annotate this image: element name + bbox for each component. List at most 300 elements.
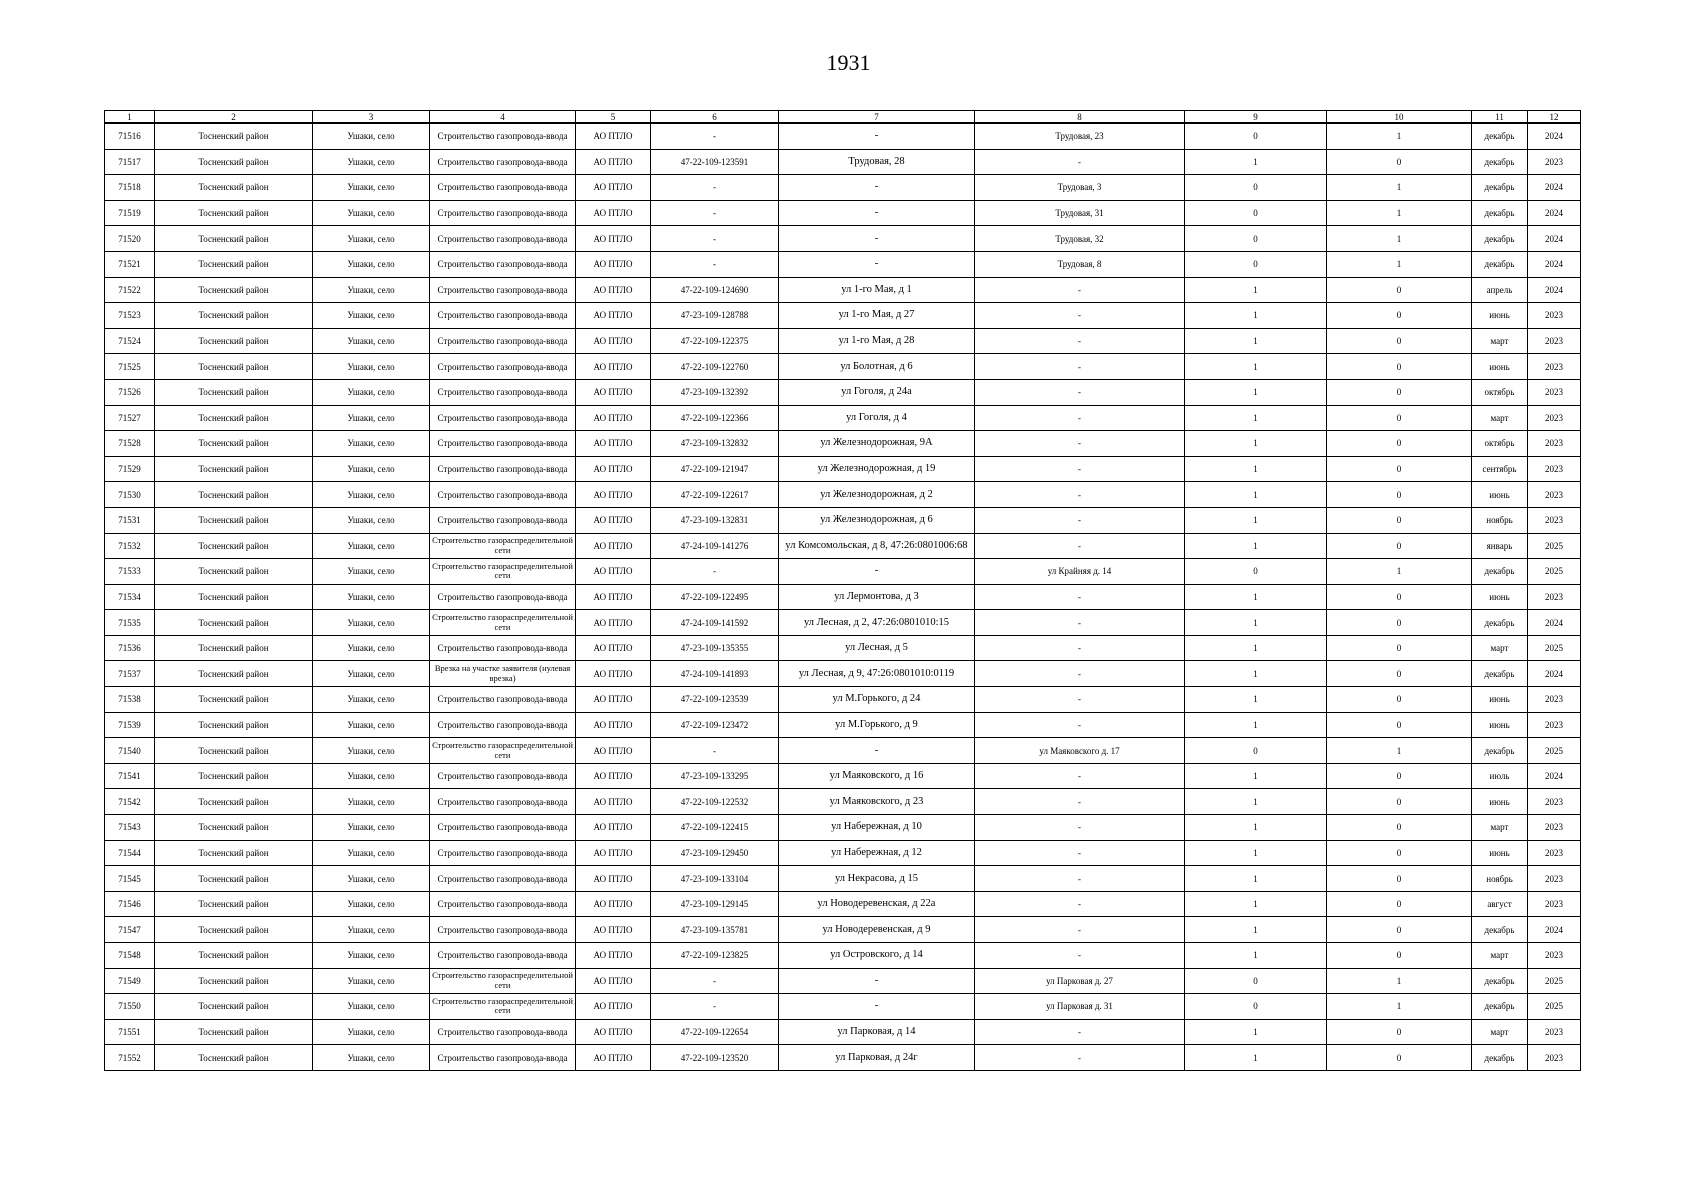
cell-year: 2023 <box>1528 1045 1581 1071</box>
cell-value-10: 1 <box>1327 200 1472 226</box>
cell-application-number: 47-22-109-121947 <box>651 456 779 482</box>
cell-district: Тосненский район <box>155 763 313 789</box>
cell-planned-address: - <box>975 456 1185 482</box>
cell-organization: АО ПТЛО <box>576 277 651 303</box>
cell-organization: АО ПТЛО <box>576 226 651 252</box>
cell-district: Тосненский район <box>155 1019 313 1045</box>
cell-value-10: 0 <box>1327 379 1472 405</box>
table-row <box>105 712 1581 738</box>
cell-address: - <box>779 226 975 252</box>
cell-month: декабрь <box>1472 226 1528 252</box>
cell-value-10: 0 <box>1327 533 1472 559</box>
cell-work-type: Строительство газопровода-ввода <box>430 507 576 533</box>
table-row <box>105 584 1581 610</box>
cell-planned-address: - <box>975 507 1185 533</box>
table-row <box>105 379 1581 405</box>
cell-value-9: 1 <box>1185 866 1327 892</box>
cell-application-number: 47-23-109-135355 <box>651 635 779 661</box>
cell-settlement: Ушаки, село <box>313 328 430 354</box>
table-row <box>105 123 1581 149</box>
cell-district: Тосненский район <box>155 456 313 482</box>
cell-organization: АО ПТЛО <box>576 891 651 917</box>
cell-row-id: 71540 <box>105 738 155 764</box>
cell-application-number: 47-22-109-123472 <box>651 712 779 738</box>
cell-month: июнь <box>1472 482 1528 508</box>
cell-settlement: Ушаки, село <box>313 1045 430 1071</box>
cell-value-9: 0 <box>1185 123 1327 149</box>
cell-planned-address: - <box>975 789 1185 815</box>
cell-planned-address: ул Парковая д. 31 <box>975 994 1185 1020</box>
cell-district: Тосненский район <box>155 584 313 610</box>
column-header-8: 8 <box>975 111 1185 124</box>
cell-row-id: 71551 <box>105 1019 155 1045</box>
cell-district: Тосненский район <box>155 482 313 508</box>
cell-value-10: 0 <box>1327 917 1472 943</box>
cell-application-number: 47-22-109-123539 <box>651 687 779 713</box>
cell-application-number: 47-22-109-123825 <box>651 943 779 969</box>
cell-district: Тосненский район <box>155 354 313 380</box>
table-row <box>105 175 1581 201</box>
cell-month: март <box>1472 405 1528 431</box>
cell-application-number: 47-24-109-141893 <box>651 661 779 687</box>
table-row <box>105 815 1581 841</box>
cell-month: декабрь <box>1472 251 1528 277</box>
cell-value-10: 0 <box>1327 840 1472 866</box>
cell-year: 2025 <box>1528 533 1581 559</box>
cell-organization: АО ПТЛО <box>576 507 651 533</box>
cell-settlement: Ушаки, село <box>313 917 430 943</box>
table-row <box>105 840 1581 866</box>
cell-district: Тосненский район <box>155 328 313 354</box>
cell-application-number: 47-23-109-132832 <box>651 431 779 457</box>
table-row <box>105 405 1581 431</box>
cell-address: ул Болотная, д 6 <box>779 354 975 380</box>
cell-address: ул Маяковского, д 16 <box>779 763 975 789</box>
cell-value-9: 0 <box>1185 994 1327 1020</box>
cell-month: июнь <box>1472 354 1528 380</box>
cell-value-9: 1 <box>1185 507 1327 533</box>
cell-planned-address: - <box>975 661 1185 687</box>
cell-planned-address: - <box>975 1019 1185 1045</box>
table-row <box>105 251 1581 277</box>
cell-planned-address: ул Крайняя д. 14 <box>975 559 1185 585</box>
cell-year: 2023 <box>1528 584 1581 610</box>
cell-planned-address: - <box>975 482 1185 508</box>
cell-value-10: 0 <box>1327 866 1472 892</box>
cell-planned-address: - <box>975 149 1185 175</box>
cell-value-10: 0 <box>1327 456 1472 482</box>
cell-year: 2024 <box>1528 917 1581 943</box>
cell-application-number: - <box>651 738 779 764</box>
cell-district: Тосненский район <box>155 379 313 405</box>
cell-district: Тосненский район <box>155 738 313 764</box>
cell-work-type: Строительство газораспределительной сети <box>430 738 576 764</box>
cell-application-number: 47-22-109-122375 <box>651 328 779 354</box>
cell-planned-address: Трудовая, 31 <box>975 200 1185 226</box>
cell-settlement: Ушаки, село <box>313 943 430 969</box>
cell-planned-address: - <box>975 431 1185 457</box>
cell-district: Тосненский район <box>155 431 313 457</box>
cell-application-number: 47-23-109-129145 <box>651 891 779 917</box>
cell-month: октябрь <box>1472 379 1528 405</box>
page-number: 1931 <box>826 50 871 75</box>
cell-value-10: 1 <box>1327 123 1472 149</box>
cell-settlement: Ушаки, село <box>313 277 430 303</box>
cell-address: Трудовая, 28 <box>779 149 975 175</box>
cell-value-9: 1 <box>1185 661 1327 687</box>
cell-organization: АО ПТЛО <box>576 789 651 815</box>
cell-value-9: 1 <box>1185 303 1327 329</box>
cell-month: март <box>1472 1019 1528 1045</box>
table-row <box>105 866 1581 892</box>
cell-value-9: 1 <box>1185 635 1327 661</box>
cell-year: 2023 <box>1528 866 1581 892</box>
cell-address: - <box>779 200 975 226</box>
cell-work-type: Строительство газораспределительной сети <box>430 994 576 1020</box>
cell-district: Тосненский район <box>155 200 313 226</box>
cell-application-number: - <box>651 123 779 149</box>
cell-year: 2023 <box>1528 149 1581 175</box>
cell-month: март <box>1472 815 1528 841</box>
cell-year: 2023 <box>1528 712 1581 738</box>
cell-district: Тосненский район <box>155 968 313 994</box>
cell-value-9: 1 <box>1185 277 1327 303</box>
cell-value-9: 1 <box>1185 584 1327 610</box>
cell-value-9: 0 <box>1185 559 1327 585</box>
cell-application-number: - <box>651 200 779 226</box>
cell-settlement: Ушаки, село <box>313 994 430 1020</box>
cell-month: апрель <box>1472 277 1528 303</box>
cell-settlement: Ушаки, село <box>313 175 430 201</box>
cell-district: Тосненский район <box>155 1045 313 1071</box>
cell-organization: АО ПТЛО <box>576 866 651 892</box>
cell-month: июнь <box>1472 712 1528 738</box>
cell-row-id: 71546 <box>105 891 155 917</box>
cell-value-9: 1 <box>1185 149 1327 175</box>
table-row <box>105 328 1581 354</box>
cell-application-number: 47-24-109-141592 <box>651 610 779 636</box>
cell-organization: АО ПТЛО <box>576 149 651 175</box>
column-header-6: 6 <box>651 111 779 124</box>
cell-year: 2024 <box>1528 610 1581 636</box>
cell-value-10: 0 <box>1327 610 1472 636</box>
cell-year: 2023 <box>1528 687 1581 713</box>
column-header-10: 10 <box>1327 111 1472 124</box>
table-row <box>105 891 1581 917</box>
table-row <box>105 431 1581 457</box>
cell-value-9: 1 <box>1185 328 1327 354</box>
cell-work-type: Врезка на участке заявителя (нулевая врезка) <box>430 661 576 687</box>
table-row <box>105 994 1581 1020</box>
cell-value-10: 0 <box>1327 507 1472 533</box>
cell-work-type: Строительство газопровода-ввода <box>430 405 576 431</box>
cell-value-9: 1 <box>1185 815 1327 841</box>
cell-work-type: Строительство газопровода-ввода <box>430 175 576 201</box>
cell-work-type: Строительство газопровода-ввода <box>430 456 576 482</box>
cell-address: ул Островского, д 14 <box>779 943 975 969</box>
cell-application-number: 47-22-109-122366 <box>651 405 779 431</box>
cell-district: Тосненский район <box>155 175 313 201</box>
cell-value-10: 1 <box>1327 738 1472 764</box>
cell-month: июнь <box>1472 789 1528 815</box>
cell-value-10: 0 <box>1327 789 1472 815</box>
cell-year: 2023 <box>1528 815 1581 841</box>
table-row <box>105 968 1581 994</box>
cell-address: ул Железнодорожная, 9А <box>779 431 975 457</box>
cell-planned-address: ул Маяковского д. 17 <box>975 738 1185 764</box>
cell-year: 2025 <box>1528 994 1581 1020</box>
cell-settlement: Ушаки, село <box>313 763 430 789</box>
cell-value-10: 0 <box>1327 354 1472 380</box>
cell-settlement: Ушаки, село <box>313 584 430 610</box>
cell-month: июнь <box>1472 303 1528 329</box>
cell-address: ул М.Горького, д 24 <box>779 687 975 713</box>
cell-work-type: Строительство газопровода-ввода <box>430 584 576 610</box>
table-header <box>105 111 1581 124</box>
cell-year: 2024 <box>1528 661 1581 687</box>
cell-year: 2023 <box>1528 840 1581 866</box>
cell-value-10: 1 <box>1327 559 1472 585</box>
register-table <box>104 110 1581 1071</box>
cell-district: Тосненский район <box>155 123 313 149</box>
cell-settlement: Ушаки, село <box>313 815 430 841</box>
cell-row-id: 71539 <box>105 712 155 738</box>
cell-settlement: Ушаки, село <box>313 456 430 482</box>
cell-application-number: 47-24-109-141276 <box>651 533 779 559</box>
cell-application-number: - <box>651 968 779 994</box>
cell-address: ул Гоголя, д 24а <box>779 379 975 405</box>
cell-address: ул Железнодорожная, д 19 <box>779 456 975 482</box>
cell-address: ул Маяковского, д 23 <box>779 789 975 815</box>
table-row <box>105 1019 1581 1045</box>
cell-district: Тосненский район <box>155 994 313 1020</box>
cell-value-9: 1 <box>1185 405 1327 431</box>
cell-month: декабрь <box>1472 994 1528 1020</box>
cell-row-id: 71536 <box>105 635 155 661</box>
cell-month: март <box>1472 328 1528 354</box>
cell-application-number: 47-23-109-135781 <box>651 917 779 943</box>
cell-planned-address: Трудовая, 32 <box>975 226 1185 252</box>
cell-year: 2024 <box>1528 175 1581 201</box>
cell-address: ул Парковая, д 24г <box>779 1045 975 1071</box>
cell-application-number: 47-23-109-133295 <box>651 763 779 789</box>
cell-year: 2023 <box>1528 405 1581 431</box>
cell-row-id: 71528 <box>105 431 155 457</box>
cell-work-type: Строительство газопровода-ввода <box>430 840 576 866</box>
cell-value-9: 0 <box>1185 968 1327 994</box>
table-row <box>105 943 1581 969</box>
cell-value-9: 0 <box>1185 226 1327 252</box>
cell-work-type: Строительство газопровода-ввода <box>430 917 576 943</box>
cell-row-id: 71541 <box>105 763 155 789</box>
cell-settlement: Ушаки, село <box>313 123 430 149</box>
cell-row-id: 71544 <box>105 840 155 866</box>
cell-settlement: Ушаки, село <box>313 226 430 252</box>
table-row <box>105 507 1581 533</box>
cell-planned-address: ул Парковая д. 27 <box>975 968 1185 994</box>
cell-organization: АО ПТЛО <box>576 738 651 764</box>
cell-work-type: Строительство газопровода-ввода <box>430 891 576 917</box>
cell-organization: АО ПТЛО <box>576 379 651 405</box>
cell-district: Тосненский район <box>155 149 313 175</box>
cell-settlement: Ушаки, село <box>313 149 430 175</box>
cell-planned-address: - <box>975 815 1185 841</box>
cell-application-number: 47-22-109-123591 <box>651 149 779 175</box>
table-row <box>105 789 1581 815</box>
cell-district: Тосненский район <box>155 687 313 713</box>
cell-settlement: Ушаки, село <box>313 789 430 815</box>
cell-district: Тосненский район <box>155 277 313 303</box>
cell-work-type: Строительство газопровода-ввода <box>430 635 576 661</box>
cell-year: 2024 <box>1528 251 1581 277</box>
cell-row-id: 71526 <box>105 379 155 405</box>
cell-year: 2024 <box>1528 277 1581 303</box>
cell-address: ул Парковая, д 14 <box>779 1019 975 1045</box>
cell-value-10: 0 <box>1327 943 1472 969</box>
cell-address: ул Новодеревенская, д 22а <box>779 891 975 917</box>
cell-district: Тосненский район <box>155 891 313 917</box>
cell-application-number: 47-22-109-123520 <box>651 1045 779 1071</box>
cell-address: - <box>779 251 975 277</box>
cell-work-type: Строительство газопровода-ввода <box>430 815 576 841</box>
cell-work-type: Строительство газопровода-ввода <box>430 866 576 892</box>
cell-work-type: Строительство газопровода-ввода <box>430 200 576 226</box>
column-header-7: 7 <box>779 111 975 124</box>
cell-address: ул Лермонтова, д 3 <box>779 584 975 610</box>
cell-application-number: - <box>651 994 779 1020</box>
cell-value-10: 0 <box>1327 149 1472 175</box>
cell-row-id: 71538 <box>105 687 155 713</box>
cell-district: Тосненский район <box>155 712 313 738</box>
cell-year: 2023 <box>1528 507 1581 533</box>
cell-address: ул Комсомольская, д 8, 47:26:0801006:68 <box>779 533 975 559</box>
cell-district: Тосненский район <box>155 943 313 969</box>
cell-month: ноябрь <box>1472 507 1528 533</box>
cell-work-type: Строительство газопровода-ввода <box>430 1019 576 1045</box>
cell-address: ул 1-го Мая, д 1 <box>779 277 975 303</box>
cell-work-type: Строительство газораспределительной сети <box>430 559 576 585</box>
cell-settlement: Ушаки, село <box>313 1019 430 1045</box>
cell-address: - <box>779 175 975 201</box>
cell-settlement: Ушаки, село <box>313 968 430 994</box>
cell-district: Тосненский район <box>155 917 313 943</box>
table-row <box>105 533 1581 559</box>
cell-planned-address: - <box>975 635 1185 661</box>
cell-value-9: 0 <box>1185 175 1327 201</box>
table-row <box>105 149 1581 175</box>
cell-application-number: 47-22-109-122760 <box>651 354 779 380</box>
cell-month: июнь <box>1472 687 1528 713</box>
cell-district: Тосненский район <box>155 661 313 687</box>
cell-value-9: 1 <box>1185 354 1327 380</box>
cell-work-type: Строительство газопровода-ввода <box>430 379 576 405</box>
cell-work-type: Строительство газораспределительной сети <box>430 533 576 559</box>
cell-year: 2025 <box>1528 559 1581 585</box>
cell-work-type: Строительство газопровода-ввода <box>430 277 576 303</box>
cell-organization: АО ПТЛО <box>576 994 651 1020</box>
cell-organization: АО ПТЛО <box>576 840 651 866</box>
cell-address: - <box>779 994 975 1020</box>
table-row <box>105 559 1581 585</box>
cell-planned-address: - <box>975 379 1185 405</box>
cell-year: 2023 <box>1528 891 1581 917</box>
cell-settlement: Ушаки, село <box>313 507 430 533</box>
cell-row-id: 71523 <box>105 303 155 329</box>
cell-settlement: Ушаки, село <box>313 200 430 226</box>
cell-settlement: Ушаки, село <box>313 891 430 917</box>
cell-year: 2023 <box>1528 482 1581 508</box>
cell-value-9: 1 <box>1185 610 1327 636</box>
cell-month: декабрь <box>1472 559 1528 585</box>
cell-value-9: 1 <box>1185 712 1327 738</box>
cell-district: Тосненский район <box>155 251 313 277</box>
cell-organization: АО ПТЛО <box>576 687 651 713</box>
cell-organization: АО ПТЛО <box>576 712 651 738</box>
table-row <box>105 226 1581 252</box>
cell-value-9: 1 <box>1185 789 1327 815</box>
cell-settlement: Ушаки, село <box>313 303 430 329</box>
cell-year: 2023 <box>1528 456 1581 482</box>
cell-value-10: 0 <box>1327 277 1472 303</box>
cell-address: - <box>779 123 975 149</box>
cell-planned-address: - <box>975 328 1185 354</box>
cell-value-9: 1 <box>1185 1019 1327 1045</box>
cell-value-9: 1 <box>1185 456 1327 482</box>
cell-planned-address: Трудовая, 8 <box>975 251 1185 277</box>
cell-value-9: 1 <box>1185 533 1327 559</box>
cell-value-10: 0 <box>1327 303 1472 329</box>
cell-value-9: 1 <box>1185 763 1327 789</box>
cell-row-id: 71522 <box>105 277 155 303</box>
table-row <box>105 303 1581 329</box>
cell-organization: АО ПТЛО <box>576 635 651 661</box>
cell-organization: АО ПТЛО <box>576 405 651 431</box>
cell-row-id: 71550 <box>105 994 155 1020</box>
cell-row-id: 71530 <box>105 482 155 508</box>
cell-row-id: 71531 <box>105 507 155 533</box>
cell-value-10: 0 <box>1327 482 1472 508</box>
cell-value-9: 0 <box>1185 738 1327 764</box>
table-row <box>105 482 1581 508</box>
cell-work-type: Строительство газопровода-ввода <box>430 1045 576 1071</box>
cell-row-id: 71543 <box>105 815 155 841</box>
cell-application-number: 47-22-109-122532 <box>651 789 779 815</box>
cell-organization: АО ПТЛО <box>576 1019 651 1045</box>
cell-settlement: Ушаки, село <box>313 840 430 866</box>
cell-address: - <box>779 968 975 994</box>
cell-work-type: Строительство газопровода-ввода <box>430 303 576 329</box>
cell-organization: АО ПТЛО <box>576 175 651 201</box>
cell-settlement: Ушаки, село <box>313 251 430 277</box>
cell-planned-address: - <box>975 1045 1185 1071</box>
cell-application-number: 47-23-109-132392 <box>651 379 779 405</box>
cell-month: август <box>1472 891 1528 917</box>
cell-planned-address: Трудовая, 23 <box>975 123 1185 149</box>
cell-application-number: - <box>651 226 779 252</box>
cell-settlement: Ушаки, село <box>313 559 430 585</box>
cell-month: декабрь <box>1472 968 1528 994</box>
cell-settlement: Ушаки, село <box>313 738 430 764</box>
cell-month: ноябрь <box>1472 866 1528 892</box>
cell-year: 2025 <box>1528 968 1581 994</box>
cell-settlement: Ушаки, село <box>313 431 430 457</box>
cell-value-9: 1 <box>1185 482 1327 508</box>
cell-district: Тосненский район <box>155 789 313 815</box>
cell-work-type: Строительство газораспределительной сети <box>430 968 576 994</box>
column-header-12: 12 <box>1528 111 1581 124</box>
table-row <box>105 354 1581 380</box>
cell-month: июль <box>1472 763 1528 789</box>
